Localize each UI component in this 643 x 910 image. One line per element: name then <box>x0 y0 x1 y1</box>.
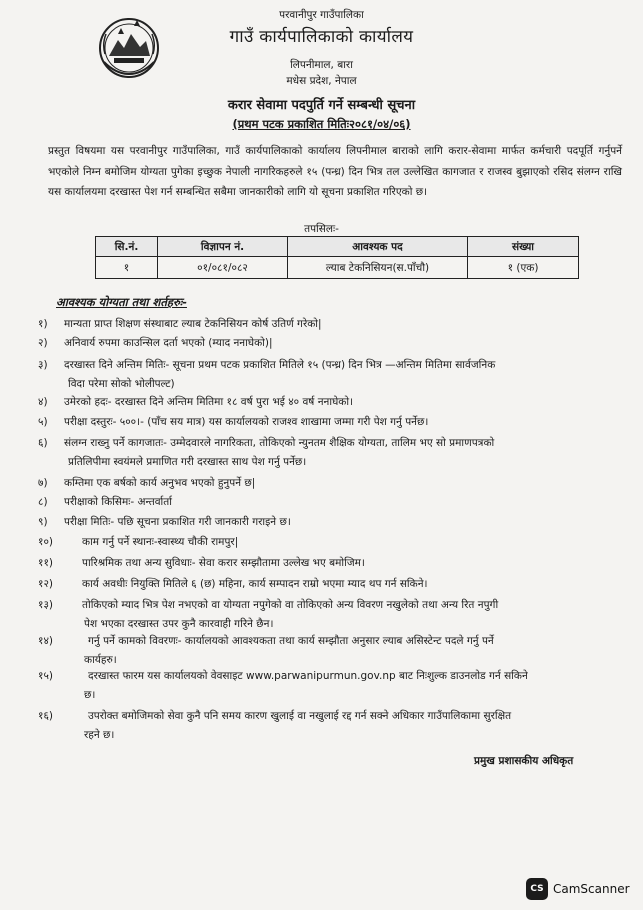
list-item: ४) उमेरको हदः- दरखास्त दिने अन्तिम मितिमा १८ वर्ष पुरा भई ४० वर्ष ननाघेको। <box>38 396 354 408</box>
camscanner-watermark <box>526 878 630 900</box>
list-item: ५) परीक्षा दस्तुरः- ५००।- (पाँच सय मात्र) यस कार्यालयको राजश्व शाखामा जम्मा गरी पेश गर्नु पर्नेछ। <box>38 416 429 428</box>
list-item: ६) संलग्न राख्नु पर्ने कागजातः- उम्मेदवारले नागरिकता, तोकिएको न्युनतम शैक्षिक योग्यता, तालिम भए सो प्रमाणपत्रको प्रतिलिपीमा स्वयंमले प्रमाणित गरी दरखास्त साथ पेश गर्नु पर्नेछ। <box>38 437 495 468</box>
list-item: ८) परीक्षाको किसिमः- अन्तर्वार्ता <box>38 496 172 508</box>
office-name: गाउँ कार्यपालिकाको कार्यालय <box>229 27 414 47</box>
column-header: आवश्यक पद <box>288 237 468 257</box>
vacancy-table <box>95 236 579 279</box>
list-item: १६) उपरोक्त बमोजिमको सेवा कुनै पनि समय कारण खुलाई वा नखुलाई रद्द गर्न सक्ने अधिकार गाउँपालिकामा सुरक्षित रहने छ। <box>38 710 512 741</box>
list-item: १०) काम गर्नु पर्ने स्थानः-स्वास्थ्य चौकी रामपुर| <box>38 536 239 548</box>
table-cell: ल्याब टेकनिसियन(स.पाँचौ) <box>288 257 468 279</box>
intro-paragraph: प्रस्तुत विषयमा यस परवानीपुर गाउँपालिका, गाउँ कार्यपालिकाको कार्यालय लिपनीमाल बाराको लागि करार-सेवामा मार्फत कर्मचारी पदपूर्ति गर्नुपर्ने भएकोले निम्न बमोजिम योग्यता पुगेका इच्छुक नेपाली नागरिकहरुले १५ (पन्ध्र) दिन भित्र तल उल्लेखित कागजात र राजस्व बुझाएको रसिद संलग्न राखि यस कार्यालयमा दरखास्त पेश गर्न सम्बन्धित सबैमा जानकारीको लागि यो सूचना प्रकाशित गरिएको छ। <box>48 145 622 198</box>
office-address: लिपनीमाल, बारा <box>290 59 353 71</box>
publish-date-line: (प्रथम पटक प्रकाशित मितिः२०८१/०४/०६) <box>232 117 411 131</box>
table-cell: ०१/०८१/०८२ <box>158 257 288 279</box>
camscanner-logo-icon: CS <box>526 878 548 900</box>
table-row <box>96 257 579 279</box>
list-item: ७) कम्तिमा एक बर्षको कार्य अनुभव भएको हुनुपर्ने छ| <box>38 477 256 489</box>
list-item: १४) गर्नु पर्ने कामको विवरणः- कार्यालयको आवश्यकता तथा कार्य सम्झौता अनुसार ल्याब असिस्टेन्ट पदले गर्नु पर्ने कार्यहरु। <box>38 635 494 666</box>
column-header: सि.नं. <box>96 237 158 257</box>
list-item: १३) तोकिएको म्याद भित्र पेश नभएको वा योग्यता नपुगेको वा तोकिएको अन्य विवरण नखुलेको तथा अन्य रित नपुगी पेश भएका दरखास्त उपर कुनै कारवाही गरिने छैन। <box>38 599 499 630</box>
list-item: १५) दरखास्त फारम यस कार्यालयको वेवसाइट www.parwanipurmun.gov.np बाट निःशुल्क डाउनलोड गर्न सकिने छ। <box>38 670 528 701</box>
province-name: मधेस प्रदेश, नेपाल <box>286 75 357 87</box>
column-header: संख्या <box>468 237 579 257</box>
column-header: विज्ञापन नं. <box>158 237 288 257</box>
notice-title: करार सेवामा पदपुर्ति गर्ने सम्बन्धी सूचना <box>227 98 416 113</box>
list-item: ११) पारिश्रमिक तथा अन्य सुविधाः- सेवा करार सम्झौतामा उल्लेख भए बमोजिम। <box>38 557 365 569</box>
list-item: ३) दरखास्त दिने अन्तिम मितिः- सूचना प्रथम पटक प्रकाशित मितिले १५ (पन्ध्र) दिन भित्र —अन्तिम मितिमा सार्वजनिक विदा परेमा सोको भोलीपल्ट) <box>38 359 496 390</box>
table-header-row <box>96 237 579 257</box>
list-item: ९) परीक्षा मितिः- पछि सूचना प्रकाशित गरी जानकारी गराइने छ। <box>38 516 291 528</box>
municipality-name: परवानीपुर गाउँपालिका <box>279 9 364 21</box>
conditions-title: आवश्यक योग्यता तथा शर्तहरुः- <box>56 295 187 309</box>
details-label: तपसिलः- <box>304 223 339 235</box>
table-cell: १ (एक) <box>468 257 579 279</box>
signer-title: प्रमुख प्रशासकीय अधिकृत <box>474 755 574 767</box>
list-item: १२) कार्य अवधीः नियुक्ति मितिले ६ (छ) महिना, कार्य सम्पादन राम्रो भएमा म्याद थप गर्न सकिने। <box>38 578 428 590</box>
list-item: २) अनिवार्य रुपमा काउन्सिल दर्ता भएको (म्याद ननाघेको)| <box>38 337 273 349</box>
list-item: १) मान्यता प्राप्त शिक्षण संस्थाबाट ल्याब टेकनिसियन कोर्ष उतिर्ण गरेको| <box>38 318 322 330</box>
camscanner-label: CamScanner <box>553 882 630 896</box>
table-cell: १ <box>96 257 158 279</box>
